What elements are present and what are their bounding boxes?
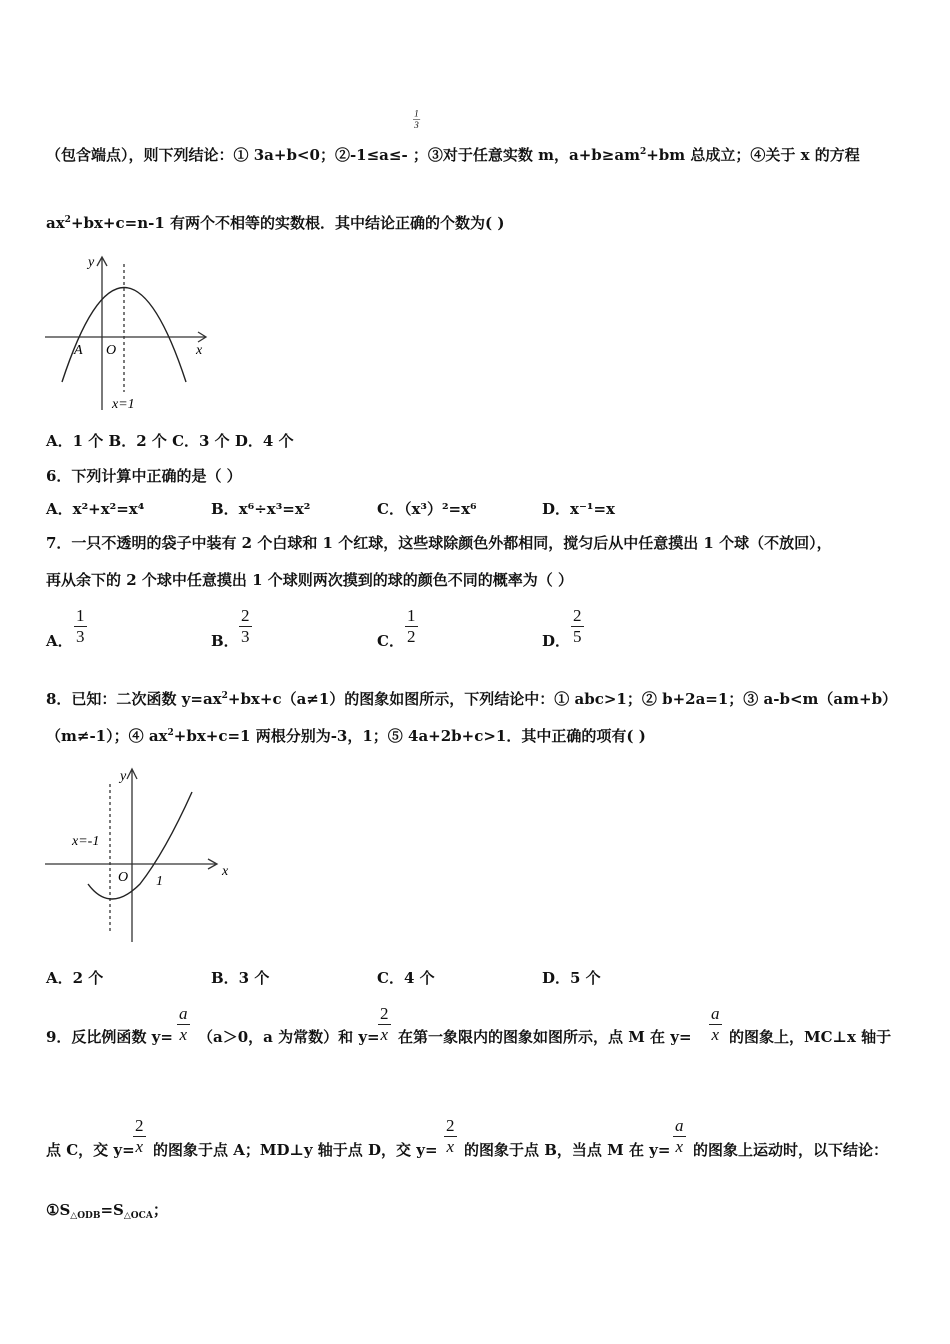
q9-line2-part4: 的图象上运动时，以下结论： — [693, 1141, 889, 1159]
graph-x-label: x — [196, 343, 203, 358]
q9-frac-a-3: $\frac{a}{x}$ — [675, 1116, 684, 1156]
q7-line2: 再从余下的 2 个球中任意摸出 1 个球则两次摸到的球的颜色不同的概率为（ ） — [46, 571, 573, 589]
parabola-curve — [88, 792, 192, 899]
q9-line1-part2: （a＞0，a 为常数）和 y= — [198, 1028, 380, 1046]
q5-line1: （包含端点），则下列结论：① 3a+b<0；②-1≤a≤- ；③对于任意实数 m，$a+b\ge am^2+bm$ 总成立；④关于 x 的方程 — [46, 146, 860, 164]
graph-one-label: 1 — [156, 874, 163, 889]
q9-frac-a-2: $\frac{a}{x}$ — [711, 1004, 720, 1044]
graph-o-label: O — [106, 343, 117, 358]
q7-line1: 7．一只不透明的袋子中装有 2 个白球和 1 个红球，这些球除颜色外都相同，搅匀后从中任意摸出 1 个球（不放回）， — [46, 534, 832, 552]
q9-line2-part3: 的图象于点 B，当点 M 在 y= — [464, 1141, 671, 1159]
q8-line1: 8．已知：二次函数 $y=ax^2+bx+c(a\ne 1)$的图象如图所示，下列结论中：① abc>1；② b+2a=1；③ a-b<m（am+b） — [46, 690, 898, 708]
q5-line2: $ax^2+bx+c=n-1$ 有两个不相等的实数根．其中结论正确的个数为( ) — [46, 214, 505, 232]
q8-option-c: C．4 个 — [377, 969, 435, 987]
q9-conclusion-1: $①S_{\triangle ODB}=S_{\triangle OCA}$； — [46, 1201, 168, 1221]
q7-option-d-label: D． — [542, 632, 571, 650]
q7-option-d-fraction: $\frac{2}{5}$ — [573, 606, 582, 646]
q6-option-d: D．x⁻¹=x — [542, 500, 615, 518]
graph-axis-label: x=1 — [112, 397, 135, 412]
graph-axis-label: x=-1 — [72, 834, 100, 849]
q6-option-b: B．x⁶÷x³=x² — [211, 500, 311, 518]
q8-option-b: B．3 个 — [211, 969, 270, 987]
q7-option-c-label: C． — [377, 632, 404, 650]
q9-line2-part1: 点 C，交 y= — [46, 1141, 135, 1159]
q8-option-a: A．2 个 — [46, 969, 104, 987]
q5-parabola-graph — [40, 250, 215, 412]
q6-stem: 6．下列计算中正确的是（ ） — [46, 467, 242, 485]
graph-o-label: O — [118, 870, 129, 885]
q9-frac-a-1: $\frac{a}{x}$ — [179, 1004, 188, 1044]
q6-option-a: A．x²+x²=x⁴ — [46, 500, 145, 518]
q7-option-b-label: B． — [211, 632, 239, 650]
q9-line2-part2: 的图象于点 A；MD⊥y 轴于点 D，交 y= — [153, 1141, 438, 1159]
q9-line1-part1: 9．反比例函数 y= — [46, 1028, 173, 1046]
q9-frac-2-1: $\frac{2}{x}$ — [380, 1004, 389, 1044]
q9-frac-2-2: $\frac{2}{x}$ — [135, 1116, 144, 1156]
q6-option-c: C．（x³）²=x⁶ — [377, 500, 477, 518]
q9-line1-part4: 的图象上，MC⊥x 轴于 — [729, 1028, 892, 1046]
q8-parabola-graph — [40, 762, 240, 947]
graph-y-label: y — [120, 769, 127, 784]
q7-option-a-label: A． — [46, 632, 73, 650]
graph-a-label: A — [74, 343, 83, 358]
q8-option-d: D．5 个 — [542, 969, 601, 987]
q7-option-c-fraction: $\frac{1}{2}$ — [407, 606, 416, 646]
top-fraction: $\frac{1}{3}$ — [414, 108, 419, 130]
q9-frac-2-3: $\frac{2}{x}$ — [446, 1116, 455, 1156]
q5-options: A．1 个 B．2 个 C．3 个 D．4 个 — [46, 432, 294, 450]
graph-y-label: y — [88, 255, 95, 270]
graph-x-label: x — [222, 864, 229, 879]
q9-line1-part3: 在第一象限内的图象如图所示，点 M 在 y= — [398, 1028, 692, 1046]
q7-option-a-fraction: $\frac{1}{3}$ — [76, 606, 85, 646]
q8-line2: （m≠-1）；④ $ax^2+bx+c=1$ 两根分别为-3，1；⑤ 4a+2b+c>1．其中正确的项有( ) — [46, 727, 646, 745]
q7-option-b-fraction: $\frac{2}{3}$ — [241, 606, 250, 646]
